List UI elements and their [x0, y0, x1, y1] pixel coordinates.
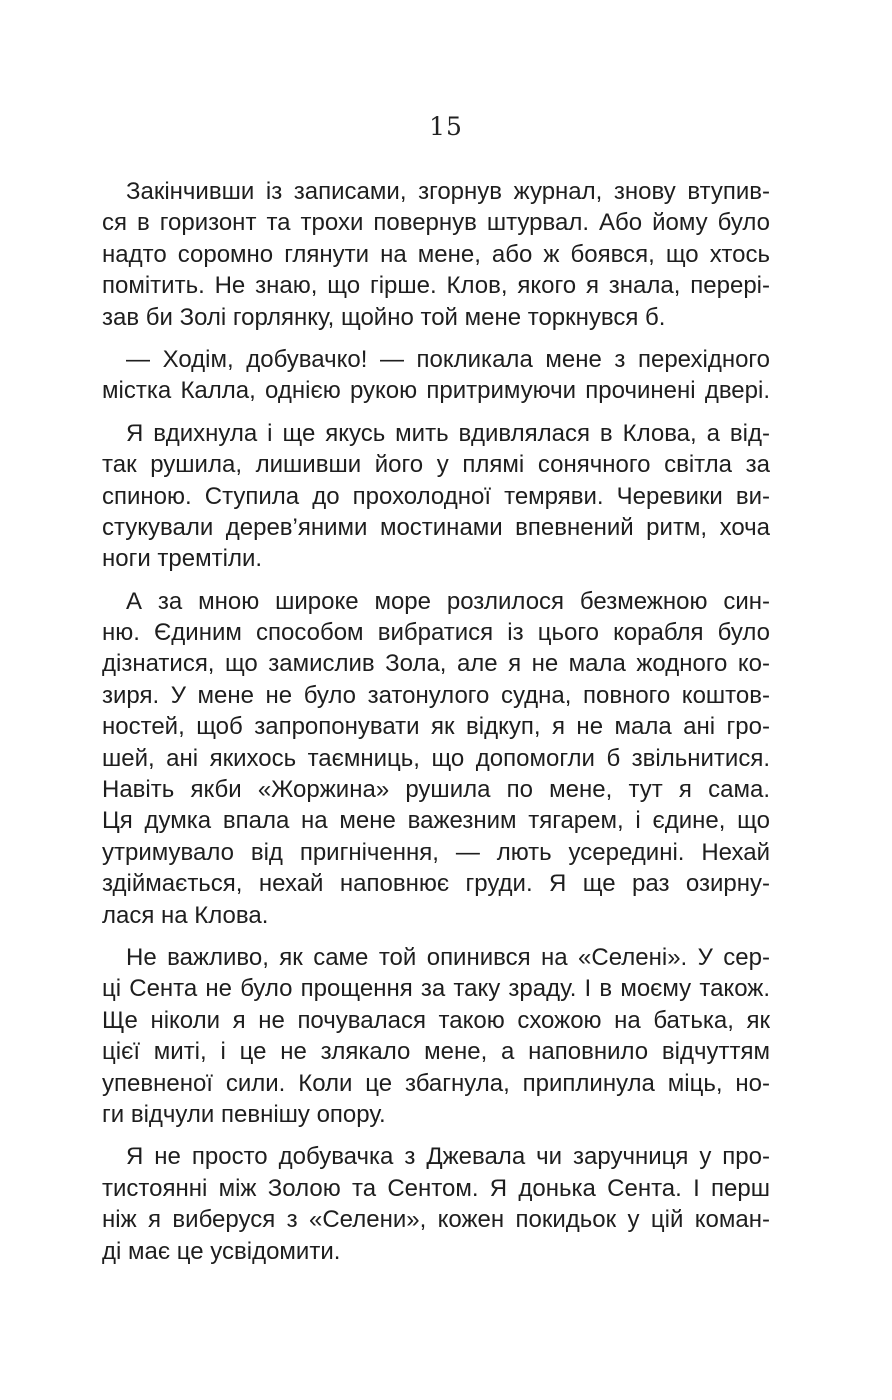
- text-line: стукували дерев’яними мостинами впевнений ритм, хоча: [102, 513, 770, 541]
- text-line: ся в горизонт та трохи повернув штурвал. Або йому було: [102, 209, 770, 237]
- text-line: спиною. Ступила до прохолодної темряви. Черевики ви-: [102, 482, 770, 510]
- text-line: — Ходім, добувачко! — покликала мене з перехідного: [126, 345, 770, 373]
- text-line: дізнатися, що замислив Зола, але я не мала жодного ко-: [102, 650, 770, 678]
- text-line: так рушила, лишивши його у плямі сонячного світла за: [102, 451, 770, 479]
- text-line: А за мною широке море розлилося безмежною син-: [126, 587, 770, 615]
- text-line: тистоянні між Золою та Сентом. Я донька Сента. І перш: [102, 1174, 770, 1202]
- text-line: зиря. У мене не було затонулого судна, повного коштов-: [102, 681, 770, 709]
- text-line: ностей, щоб запропонувати як відкуп, я не мала ані гро-: [102, 713, 770, 741]
- paragraph-5: [102, 942, 770, 1130]
- text-line: здіймається, нехай наповнює груди. Я ще раз озирну-: [102, 870, 770, 898]
- paragraph-3: [102, 418, 770, 575]
- text-line: лася на Клова.: [102, 901, 269, 929]
- text-line: ніж я виберуся з «Селени», кожен покидьок у цій коман-: [102, 1206, 770, 1234]
- text-line: Ця думка впала на мене важезним тягарем, і єдине, що: [102, 807, 770, 835]
- text-line: шей, ані якихось таємниць, що допомогли б звільнитися.: [102, 744, 770, 772]
- text-line: Я вдихнула і ще якусь мить вдивлялася в Клова, а від-: [126, 419, 770, 447]
- text-line: Не важливо, як саме той опинився на «Селені». У сер-: [126, 943, 770, 971]
- text-line: ню. Єдиним способом вибратися із цього корабля було: [102, 619, 770, 647]
- paragraph-2: [102, 344, 770, 407]
- page-number: 15: [429, 112, 463, 141]
- text-line: утримувало від пригнічення, — лють усередині. Нехай: [102, 838, 770, 866]
- text-line: помітить. Не знаю, що гірше. Клов, якого я знала, перері-: [102, 272, 770, 300]
- text-line: ги відчули певнішу опору.: [102, 1100, 386, 1128]
- text-line: зав би Золі горлянку, щойно той мене торкнувся б.: [102, 303, 666, 331]
- paragraph-6: [102, 1141, 770, 1267]
- text-line: містка Калла, однією рукою притримуючи прочинені двері.: [102, 377, 770, 405]
- text-line: ці Сента не було прощення за таку зраду. І в моєму також.: [102, 975, 770, 1003]
- text-line: Я не просто добувачка з Джевала чи заручниця у про-: [126, 1143, 770, 1171]
- text-line: Ще ніколи я не почувалася такою схожою на батька, як: [102, 1006, 770, 1034]
- text-line: Навіть якби «Жоржина» рушила по мене, тут я сама.: [102, 776, 770, 804]
- text-line: упевненої сили. Коли це збагнула, приплинула міць, но-: [102, 1069, 770, 1097]
- body-text: [102, 176, 770, 1278]
- text-line: ноги тремтіли.: [102, 545, 263, 573]
- text-line: цієї миті, і це не злякало мене, а наповнило відчуттям: [102, 1038, 770, 1066]
- paragraph-4: [102, 586, 770, 931]
- text-line: надто соромно глянути на мене, або ж боявся, що хтось: [102, 240, 770, 268]
- text-line: ді має це усвідомити.: [102, 1237, 341, 1265]
- paragraph-1: [102, 176, 770, 333]
- text-line: Закінчивши із записами, згорнув журнал, знову втупив-: [126, 178, 770, 205]
